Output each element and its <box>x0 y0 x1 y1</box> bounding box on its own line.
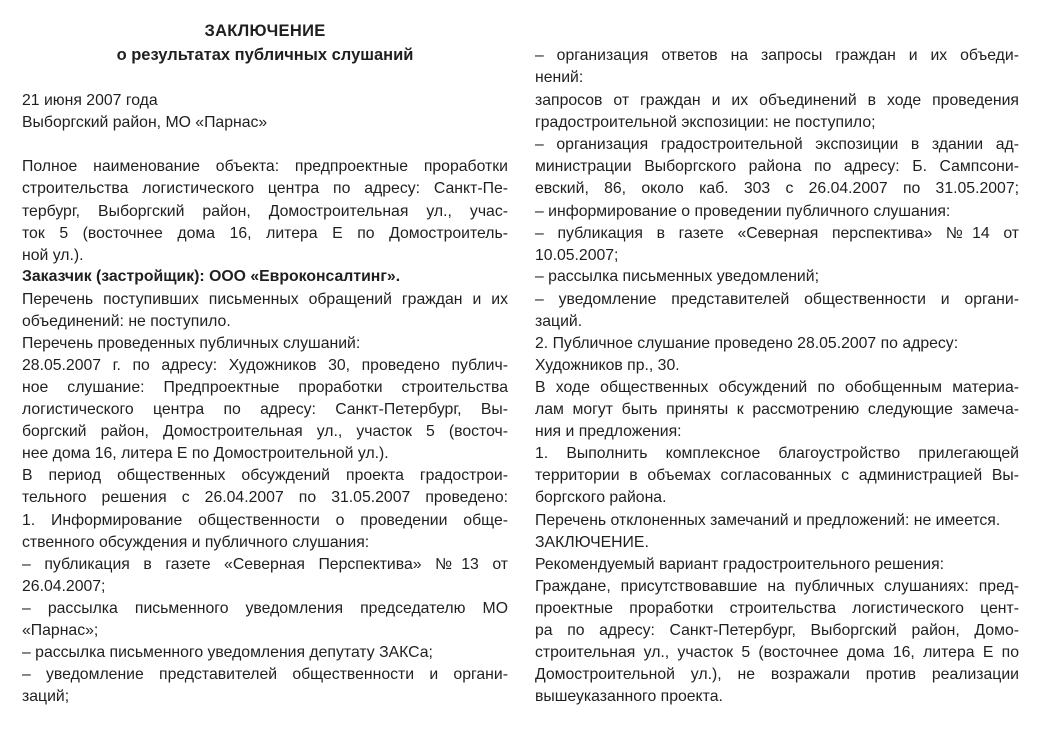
left-line: – рассылка письменного уведомления председателю МО <box>22 600 508 617</box>
client-line: Заказчик (застройщик): ООО «Евроконсалтинг». <box>22 268 401 285</box>
right-line: 2. Публичное слушание проведено 28.05.2007 по адресу: <box>535 335 959 352</box>
right-line: вышеуказанного проекта. <box>535 688 723 705</box>
left-line: ственного обсуждения и публичного слушания: <box>22 534 370 551</box>
right-line: градостроительной экспозиции: не поступило; <box>535 114 876 131</box>
right-line: территории в объемах согласованных с администрацией Вы- <box>535 467 1019 484</box>
left-line: Полное наименование объекта: предпроектные проработки <box>22 158 508 175</box>
right-line: ра по адресу: Санкт-Петербург, Выборгский район, Домо- <box>535 622 1019 639</box>
left-line: логистического центра по адресу: Санкт-Петербург, Вы- <box>22 401 508 418</box>
left-line: 1. Информирование общественности о проведении обще- <box>22 512 508 529</box>
left-line: объединений: не поступило. <box>22 313 231 330</box>
right-line: евский, 86, около каб. 303 с 26.04.2007 по 31.05.2007; <box>535 180 1019 197</box>
left-line: – рассылка письменного уведомления депутату ЗАКСа; <box>22 644 433 661</box>
left-line: ное слушание: Предпроектные проработки строительства <box>22 379 508 396</box>
right-line: Граждане, присутствовавшие на публичных слушаниях: пред- <box>535 578 1019 595</box>
right-line: – организация ответов на запросы граждан и их объеди- <box>535 47 1019 64</box>
right-line: – публикация в газете «Северная перспектива» №14 от <box>535 225 1019 242</box>
document-date: 21 июня 2007 года <box>22 92 158 109</box>
left-line: Перечень поступивших письменных обращений граждан и их <box>22 291 508 308</box>
left-line: 28.05.2007 г. по адресу: Художников 30, проведено публич- <box>22 357 508 374</box>
right-line: Рекомендуемый вариант градостроительного решения: <box>535 556 945 573</box>
right-line: – организация градостроительной экспозиции в здании ад- <box>535 136 1019 153</box>
left-line: – публикация в газете «Северная Перспектива» №13 от <box>22 556 508 573</box>
left-line: В период общественных обсуждений проекта градострои- <box>22 467 508 484</box>
right-line: Домостроительной ул.), не возражали против реализации <box>535 666 1019 683</box>
left-line: заций; <box>22 688 70 705</box>
right-line: Перечень отклоненных замечаний и предложений: не имеется. <box>535 512 1001 529</box>
right-line: ния и предложения: <box>535 423 682 440</box>
left-line: – уведомление представителей общественности и органи- <box>22 666 508 683</box>
left-line: ной ул.). <box>22 247 84 264</box>
left-line: ток 5 (восточнее дома 16, литера Е по Домостроитель- <box>22 225 508 242</box>
right-line: боргского района. <box>535 489 667 506</box>
right-line: – рассылка письменных уведомлений; <box>535 268 819 285</box>
left-line: тербург, Выборгский район, Домостроительная ул., учас- <box>22 203 508 220</box>
left-line: строительства логистического центра по адресу: Санкт-Пе- <box>22 180 508 197</box>
right-line: строительная ул., участок 5 (восточнее дома 16, литера Е по <box>535 644 1019 661</box>
left-line: 26.04.2007; <box>22 578 106 595</box>
right-line: – уведомление представителей общественности и органи- <box>535 291 1019 308</box>
right-line: Художников пр., 30. <box>535 357 680 374</box>
left-line: боргский район, Домостроительная ул., участок 5 (восточ- <box>22 423 508 440</box>
right-line: В ходе общественных обсуждений по обобщенным материа- <box>535 379 1019 396</box>
conclusion-heading: ЗАКЛЮЧЕНИЕ. <box>535 534 649 551</box>
left-line: Перечень проведенных публичных слушаний: <box>22 335 361 352</box>
left-line: тельного решения с 26.04.2007 по 31.05.2007 проведено: <box>22 489 508 506</box>
right-line: лам могут быть приняты к рассмотрению следующие замеча- <box>535 401 1019 418</box>
left-line: нее дома 16, литера Е по Домостроительной ул.). <box>22 445 389 462</box>
left-line: «Парнас»; <box>22 622 99 639</box>
right-line: 10.05.2007; <box>535 247 619 264</box>
right-line: нений: <box>535 69 584 86</box>
right-line: проектные проработки строительства логистического цент- <box>535 600 1019 617</box>
right-line: заций. <box>535 313 583 330</box>
right-line: – информирование о проведении публичного слушания: <box>535 203 951 220</box>
right-line: запросов от граждан и их объединений в ходе проведения <box>535 92 1019 109</box>
right-line: 1. Выполнить комплексное благоустройство прилегающей <box>535 445 1019 462</box>
document-subtitle: о результатах публичных слушаний <box>116 46 414 64</box>
document-title: ЗАКЛЮЧЕНИЕ <box>204 22 326 40</box>
right-line: министрации Выборгского района по адресу: Б. Сампсони- <box>535 158 1019 175</box>
document-place: Выборгский район, МО «Парнас» <box>22 114 268 131</box>
